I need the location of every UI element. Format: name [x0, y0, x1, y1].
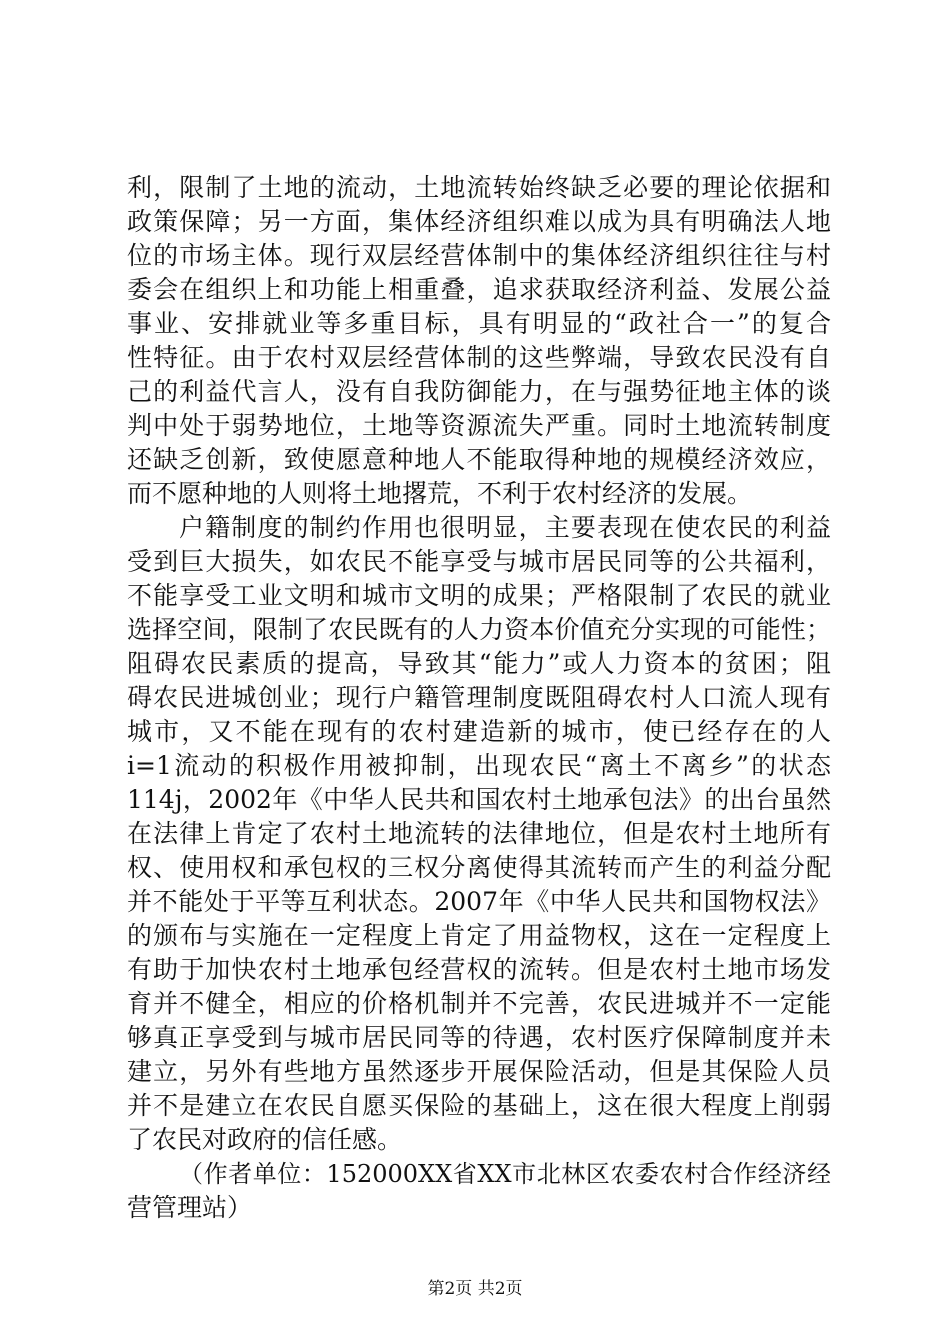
- text-line: 城市，又不能在现有的农村建造新的城市，使已经存在的人: [127, 717, 831, 746]
- text-line: 己的利益代言人，没有自我防御能力，在与强势征地主体的谈: [127, 377, 831, 406]
- text-line: 在法律上肯定了农村土地流转的法律地位，但是农村土地所有: [127, 819, 831, 848]
- text-line: 事业、安排就业等多重目标，具有明显的“政社合一”的复合: [127, 309, 831, 338]
- text-line: 而不愿种地的人则将土地撂荒，不利于农村经济的发展。: [127, 479, 753, 508]
- text-line: 有助于加快农村土地承包经营权的流转。但是农村土地市场发: [127, 955, 831, 984]
- text-line: 114j，2002年《中华人民共和国农村土地承包法》的出台虽然: [127, 785, 831, 814]
- author-affiliation: [127, 1157, 831, 1225]
- text-line: 建立，另外有些地方虽然逐步开展保险活动，但是其保险人员: [127, 1057, 831, 1086]
- text-line: 户籍制度的制约作用也很明显，主要表现在使农民的利益: [179, 513, 831, 542]
- paragraph-2: [127, 511, 831, 1157]
- text-line: 利，限制了土地的流动，土地流转始终缺乏必要的理论依据和: [127, 173, 831, 202]
- page-number-footer: 第2页 共2页: [427, 1279, 523, 1299]
- text-line: 碍农民进城创业；现行户籍管理制度既阻碍农村人口流人现有: [127, 683, 831, 712]
- text-line: 了农民对政府的信任感。: [127, 1125, 403, 1154]
- text-line: 阻碍农民素质的提高，导致其“能力”或人力资本的贫困；阻: [127, 649, 831, 678]
- paragraph-1: [127, 171, 831, 511]
- text-line: 不能享受工业文明和城市文明的成果；严格限制了农民的就业: [127, 581, 831, 610]
- text-line: 并不能处于平等互利状态。2007年《中华人民共和国物权法》: [127, 887, 831, 916]
- text-line: 育并不健全，相应的价格机制并不完善，农民进城并不一定能: [127, 989, 831, 1018]
- text-line: 并不是建立在农民自愿买保险的基础上，这在很大程度上削弱: [127, 1091, 831, 1120]
- text-line: 受到巨大损失，如农民不能享受与城市居民同等的公共福利，: [127, 547, 831, 576]
- text-line: 位的市场主体。现行双层经营体制中的集体经济组织往往与村: [127, 241, 831, 270]
- document-body: [127, 171, 831, 1225]
- text-line: （作者单位：152000XX省XX市北林区农委农村合作经济经: [179, 1160, 831, 1188]
- text-line: 委会在组织上和功能上相重叠，追求获取经济利益、发展公益: [127, 275, 831, 304]
- text-line: 还缺乏创新，致使愿意种地人不能取得种地的规模经济效应，: [127, 445, 831, 474]
- text-line: 政策保障；另一方面，集体经济组织难以成为具有明确法人地: [127, 207, 831, 236]
- text-line: i=1流动的积极作用被抑制，出现农民“离土不离乡”的状态: [127, 751, 831, 780]
- text-line: 选择空间，限制了农民既有的人力资本价值充分实现的可能性；: [127, 615, 831, 644]
- text-line: 够真正享受到与城市居民同等的待遇，农村医疗保障制度并未: [127, 1023, 831, 1052]
- text-line: 权、使用权和承包权的三权分离使得其流转而产生的利益分配: [127, 853, 831, 882]
- text-line: 判中处于弱势地位，土地等资源流失严重。同时土地流转制度: [127, 411, 831, 440]
- text-line: 性特征。由于农村双层经营体制的这些弊端，导致农民没有自: [127, 343, 831, 372]
- text-line: 营管理站）: [127, 1193, 253, 1222]
- text-line: 的颁布与实施在一定程度上肯定了用益物权，这在一定程度上: [127, 921, 831, 950]
